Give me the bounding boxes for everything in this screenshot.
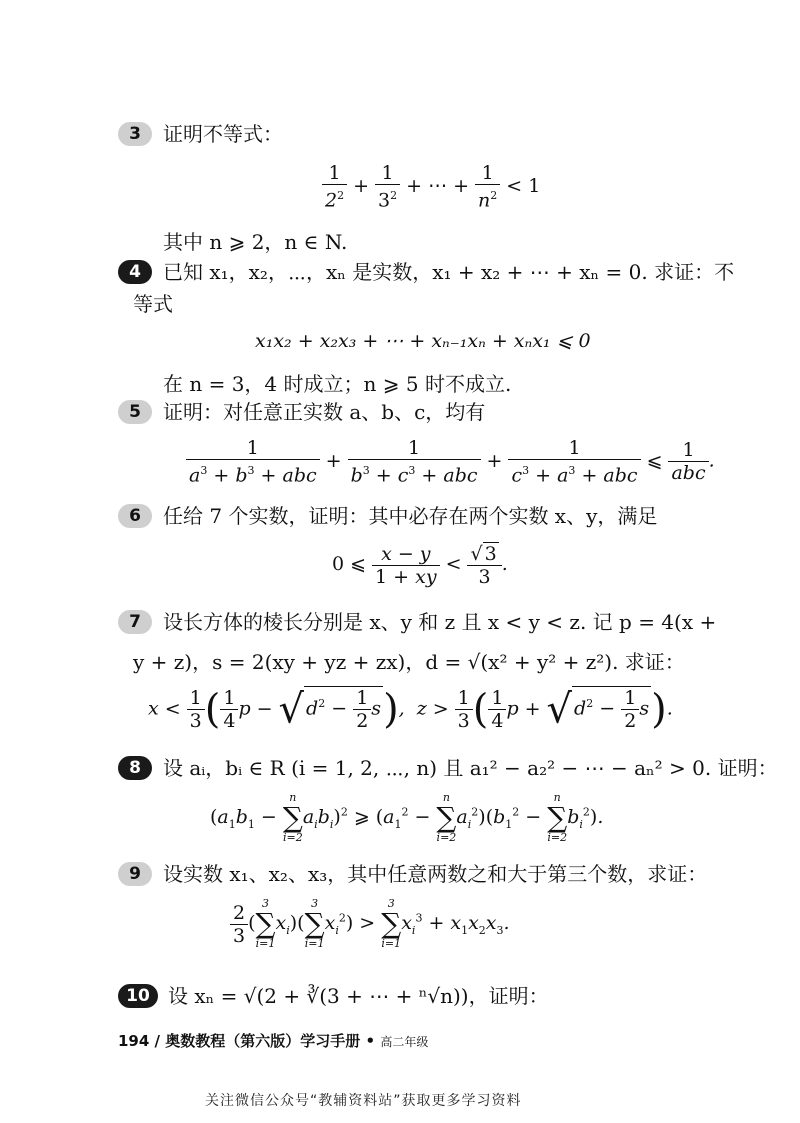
problem-10-text: 设 xₙ = √(2 + ∛(3 + ⋯ + ⁿ√n))，证明： [168,984,549,1008]
problem-4-badge: 4 [118,260,152,284]
problem-8-badge: 8 [118,756,152,780]
problem-10-badge: 10 [118,984,158,1008]
problem-8-text: 设 aᵢ，bᵢ ∈ R (i = 1, 2, ⋯, n) 且 a₁² − a₂² − ⋯ − aₙ² > 0. 证明： [163,756,778,780]
footer-dot: • [365,1032,376,1050]
problem-4-text-cont: 等式 [133,292,173,316]
problem-6-text: 任给 7 个实数，证明：其中必存在两个实数 x、y，满足 [163,504,658,528]
problem-6-badge: 6 [118,504,152,528]
problem-4-text: 已知 x₁，x₂，⋯，xₙ 是实数，x₁ + x₂ + ⋯ + xₙ = 0. 求证：不 [163,260,735,284]
problem-3-formula: $\frac{1}{2^2}$ + $\frac{1}{3^2}$ + ⋯ + $\frac{1}{n^2}$ < 1 [322,162,546,211]
problem-7-formula: x < $\frac{1}{3}$ ( $\frac{1}{4}$ p − √ $d^2$ − $\frac{1}{2}$ s), z > $\frac{1}{3}$ ( $\frac{1}{4}$ p + √ $d^2$ − $\frac{1}{2}$ s). [148,686,673,733]
problem-9-formula: $\frac{2}{3}$ ( 3 ∑ i=1 $x_i$)( 3 ∑ i=1 $x_i^2$) > 3 ∑ i=1 $x_i^3 + x_1x_2x_3$. [230,898,510,950]
problem-4-condition: 在 n = 3，4 时成立；n ⩾ 5 时不成立. [163,372,512,396]
problem-3-condition: 其中 n ⩾ 2，n ∈ N. [163,230,348,254]
problem-3-text: 证明不等式： [163,122,283,146]
bottom-watermark-note: 关注微信公众号“教辅资料站”获取更多学习资料 [205,1093,522,1109]
problem-7-text: 设长方体的棱长分别是 x、y 和 z 且 x < y < z. 记 p = 4(x + [163,610,717,634]
problem-5-text: 证明：对任意正实数 a、b、c，均有 [163,400,486,424]
problem-6-formula: 0 ⩽ $\frac{x - y}{1 + xy}$ < $\frac{√ 3}{3}$ . [332,542,508,588]
book-title: 奥数教程（第六版）学习手册 [165,1032,361,1050]
problem-5-badge: 5 [118,400,152,424]
grade-label: 高二年级 [380,1035,429,1049]
problem-7-text-cont: y + z)，s = 2(xy + yz + zx)，d = √(x² + y² + z²). 求证： [133,650,685,674]
problem-5-formula: 1 $a^3 + b^3$ + abc + 1 $b^3 + c^3$ + abc + 1 $c^3 + a^3$ + abc ⩽ 1 abc . [186,437,715,486]
problem-3-badge: 3 [118,122,152,146]
problem-7-badge: 7 [118,610,152,634]
page-number: 194 [118,1032,150,1050]
problem-4-formula: x₁x₂ + x₂x₃ + ⋯ + xₙ₋₁xₙ + xₙx₁ ⩽ 0 [255,330,591,352]
page-footer [118,1030,428,1051]
footer-separator: / [154,1032,161,1050]
problem-8-formula: ($a_1b_1$ − n ∑ i=2 $a_ib_i)^2$ ⩾ ($a_1^2$ − n ∑ i=2 $a_i^2)(b_1^2$ − n ∑ i=2 $b_i^2$). [210,791,604,844]
problem-9-badge: 9 [118,862,152,886]
problem-9-text: 设实数 x₁、x₂、x₃，其中任意两数之和大于第三个数，求证： [163,862,708,886]
